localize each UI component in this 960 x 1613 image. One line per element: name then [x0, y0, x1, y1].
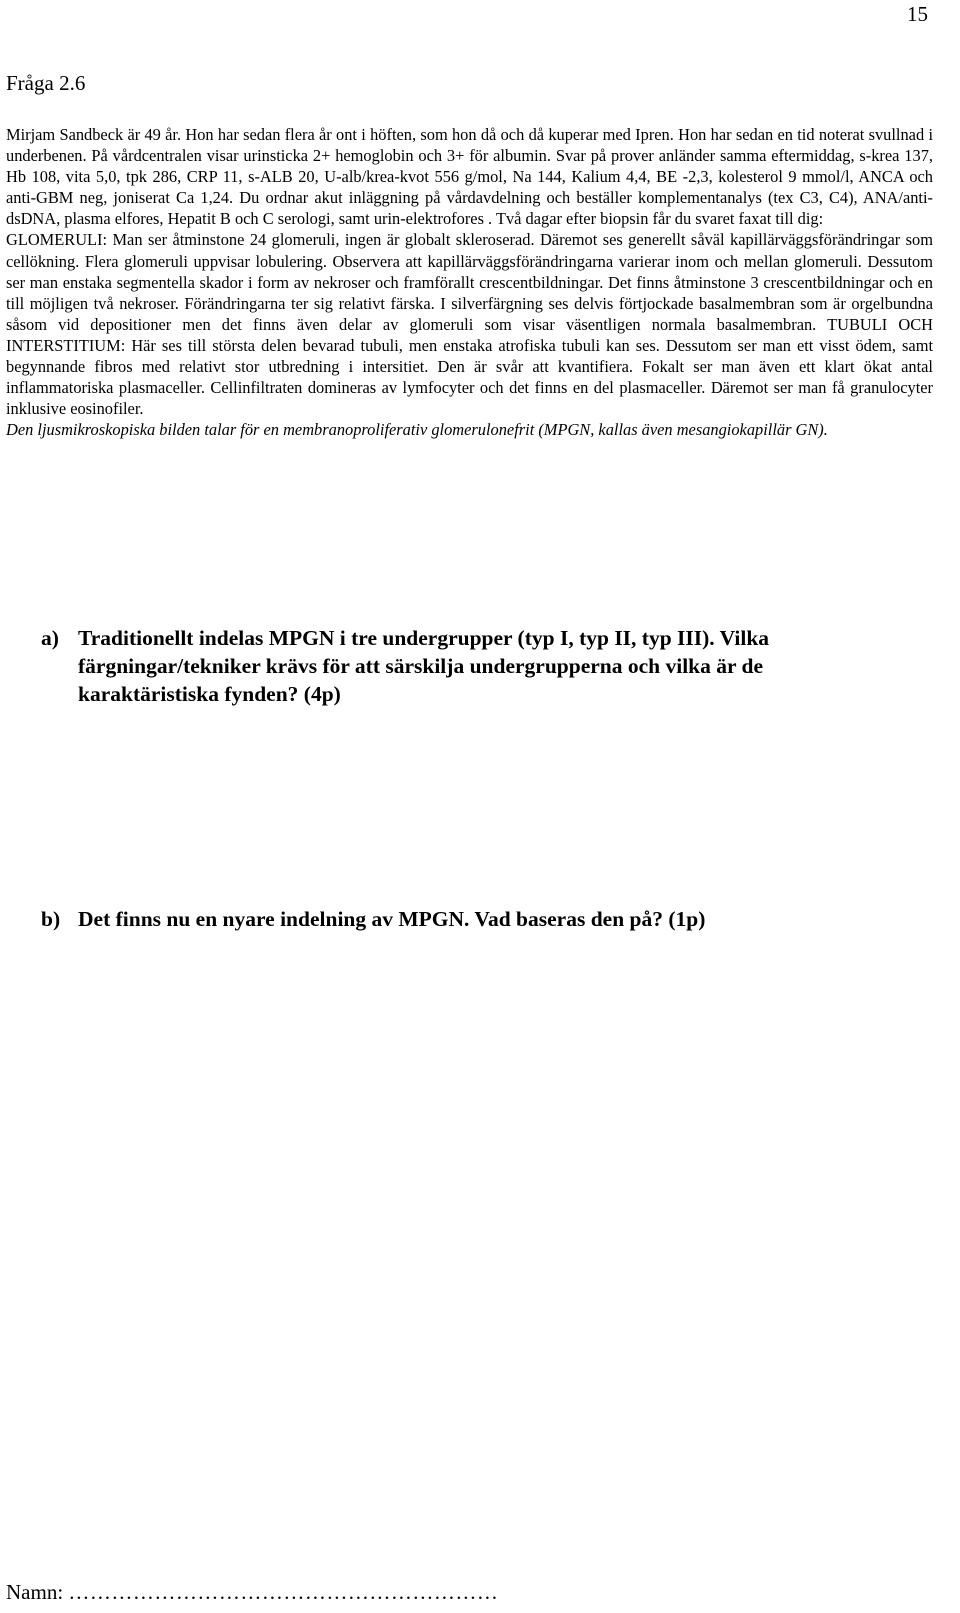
case-paragraph: Mirjam Sandbeck är 49 år. Hon har sedan flera år ont i höften, som hon då och då kuperar med Ipren. Hon har sedan en tid noterat svullnad i underbenen. På vårdcentralen visar urinsticka 2+ hemoglobin och 3+ för albumin. Svar på prover anländer samma eftermiddag, s-krea 137, Hb 108, vita 5,0, tpk 286, CRP 11, s-ALB 20, U-alb/krea-kvot 556 g/mol, Na 144, Kalium 4,4, BE -2,3, kolesterol 9 mmol/l, ANCA och anti-GBM neg, joniserat Ca 1,24. Du ordnar akut inläggning på vårdavdelning och beställer komplementanalys (tex C3, C4), ANA/anti-dsDNA, plasma elfores, Hepatit B och C serologi, samt urin-elektrofores . Två dagar efter biopsin får du svaret faxat till dig:: [6, 125, 933, 229]
name-label: Namn:: [6, 1580, 64, 1604]
biopsy-report-paragraph: GLOMERULI: Man ser åtminstone 24 glomeruli, ingen är globalt skleroserad. Däremot ses generellt såväl kapillärväggsförändringar som cellökning. Flera glomeruli uppvisar lobulering. Observera att kapillärväggsförändringarna varierar inom och mellan glomeruli. Dessutom ser man enstaka segmentella skador i form av nekroser och framförallt crescentbildningar. Det finns åtminstone 3 crescentbildningar och en till möjligen två nekroser. Förändringarna ter sig relativt färska. I silverfärgning ses delvis förtjockade basalmembran som är orgelbundna såsom vid depositioner men det finns även delar av glomeruli som visar väsentligen normala basalmembran. TUBULI OCH INTERSTITIUM: Här ses till största delen bevarad tubuli, men enstaka atrofiska tubuli kan ses. Dessutom ser man ett visst ödem, samt begynnande fibros med relativt stor utbredning i intersitiet. Den är svår att kvantifiera. Fokalt ser man även ett klart ökat antal inflammatoriska plasmaceller. Cellinfiltraten domineras av lymfocyter och det finns en del plasmaceller. Däremot ser man få granulocyter inklusive eosinofiler.: [6, 230, 933, 419]
italic-note: Den ljusmikroskopiska bilden talar för en membranoproliferativ glomerulonefrit (MPGN, kallas även mesangiokapillär GN).: [6, 420, 828, 440]
name-field: [6, 1580, 498, 1604]
question-b-label: b): [41, 907, 61, 931]
question-a-text: Traditionellt indelas MPGN i tre undergrupper (typ I, typ II, typ III). Vilka färgningar/tekniker krävs för att särskilja undergrupperna och vilka är de karaktäristiska fynden? (4p): [78, 626, 770, 706]
page-number: 15: [907, 2, 928, 26]
question-b: [41, 905, 901, 933]
question-a: [41, 624, 901, 708]
question-a-label: a): [41, 626, 59, 650]
question-heading: Fråga 2.6: [6, 71, 86, 95]
question-b-text: Det finns nu en nyare indelning av MPGN. Vad baseras den på? (1p): [78, 907, 706, 931]
name-dots: ……………………………………………………: [68, 1580, 499, 1604]
case-description: [6, 124, 933, 440]
